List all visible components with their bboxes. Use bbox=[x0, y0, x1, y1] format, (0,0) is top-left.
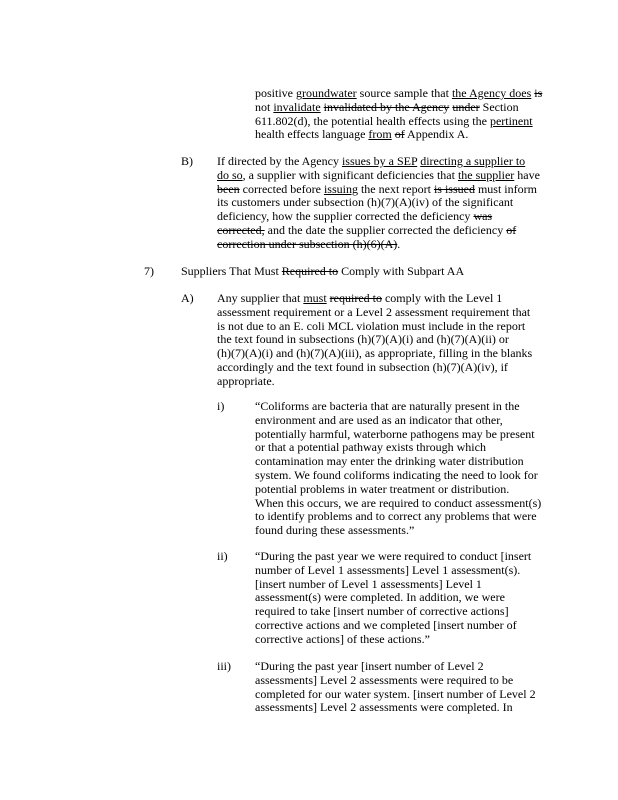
item-label-a: A) bbox=[181, 291, 194, 305]
text-line: corrected, and the date the supplier corrected the deficiency of bbox=[217, 222, 517, 237]
item-label-i: i) bbox=[217, 399, 225, 413]
text-line: assessments] Level 2 assessments were required to be bbox=[255, 672, 514, 687]
text-line: its customers under subsection (h)(7)(A)(iv) of the significant bbox=[217, 195, 514, 210]
item-iii-paragraph bbox=[255, 660, 536, 715]
text-line: found during these assessments.” bbox=[255, 523, 415, 538]
text-line: Any supplier that must required to comply with the Level 1 bbox=[217, 291, 503, 305]
item-label-ii: ii) bbox=[217, 549, 228, 563]
item-i-paragraph bbox=[255, 400, 541, 538]
text-line: assessments] Level 2 assessments were completed. In bbox=[255, 700, 513, 715]
text-line: environment and are used as an indicator that other, bbox=[255, 412, 503, 427]
text-line: When this occurs, we are required to conduct assessment(s) bbox=[255, 495, 542, 510]
text-line: contamination may enter the drinking water distribution bbox=[255, 454, 524, 469]
item-label-7: 7) bbox=[144, 264, 154, 278]
text-line: If directed by the Agency issues by a SEP directing a supplier to bbox=[217, 154, 526, 168]
item-7-heading bbox=[181, 265, 464, 279]
text-line: corrective actions] of these actions.” bbox=[255, 631, 430, 646]
text-line: system. We found coliforms indicating the need to look for bbox=[255, 467, 538, 482]
text-line: the text found in subsections (h)(7)(A)(i) and (h)(7)(A)(ii) or bbox=[217, 332, 509, 347]
text-line: “During the past year [insert number of Level 2 bbox=[255, 659, 484, 673]
text-line: [insert number of Level 1 assessments] Level 1 bbox=[255, 576, 482, 591]
text-line: “Coliforms are bacteria that are naturally present in the bbox=[255, 399, 520, 413]
text-line: do so, a supplier with significant deficiencies that the supplier have bbox=[217, 167, 540, 182]
text-line: (h)(7)(A)(i) and (h)(7)(A)(iii), as appropriate, filling in the blanks bbox=[217, 346, 533, 361]
text-line: Suppliers That Must Required to Comply with Subpart AA bbox=[181, 264, 465, 278]
item-b-paragraph bbox=[217, 155, 540, 252]
text-line: not invalidate invalidated by the Agency under Section bbox=[255, 99, 519, 114]
text-line: deficiency, how the supplier corrected the deficiency was bbox=[217, 209, 493, 224]
text-line: 611.802(d), the potential health effects using the pertinent bbox=[255, 113, 533, 128]
text-line: accordingly and the text found in subsection (h)(7)(A)(iv), if bbox=[217, 359, 508, 374]
text-line: assessment requirement or a Level 2 assessment requirement that bbox=[217, 304, 531, 319]
text-line: “During the past year we were required to conduct [insert bbox=[255, 549, 532, 563]
text-line: potential problems in water treatment or distribution. bbox=[255, 481, 510, 496]
continuation-paragraph bbox=[255, 87, 542, 142]
text-line: potentially harmful, waterborne pathogens may be present bbox=[255, 426, 535, 441]
text-line: correction under subsection (h)(6)(A). bbox=[217, 236, 401, 251]
text-line: appropriate. bbox=[217, 373, 275, 388]
text-line: required to take [insert number of corrective actions] bbox=[255, 604, 509, 619]
text-line: to identify problems and to correct any problems that were bbox=[255, 509, 537, 524]
item-ii-paragraph bbox=[255, 550, 531, 647]
text-line: health effects language from of Appendix A. bbox=[255, 127, 469, 142]
text-line: number of Level 1 assessments] Level 1 assessment(s). bbox=[255, 562, 521, 577]
item-label-b: B) bbox=[181, 154, 193, 168]
item-a-paragraph bbox=[217, 292, 532, 389]
text-line: positive groundwater source sample that the Agency does is bbox=[255, 86, 543, 100]
text-line: corrective actions and we completed [insert number of bbox=[255, 617, 517, 632]
text-line: completed for our water system. [insert number of Level 2 bbox=[255, 686, 536, 701]
item-label-iii: iii) bbox=[217, 659, 231, 673]
text-line: been corrected before issuing the next report is issued must inform bbox=[217, 181, 537, 196]
text-line: is not due to an E. coli MCL violation must include in the report bbox=[217, 318, 526, 333]
text-line: assessment(s) were completed. In addition, we were bbox=[255, 590, 505, 605]
text-line: or that a potential pathway exists through which bbox=[255, 440, 486, 455]
